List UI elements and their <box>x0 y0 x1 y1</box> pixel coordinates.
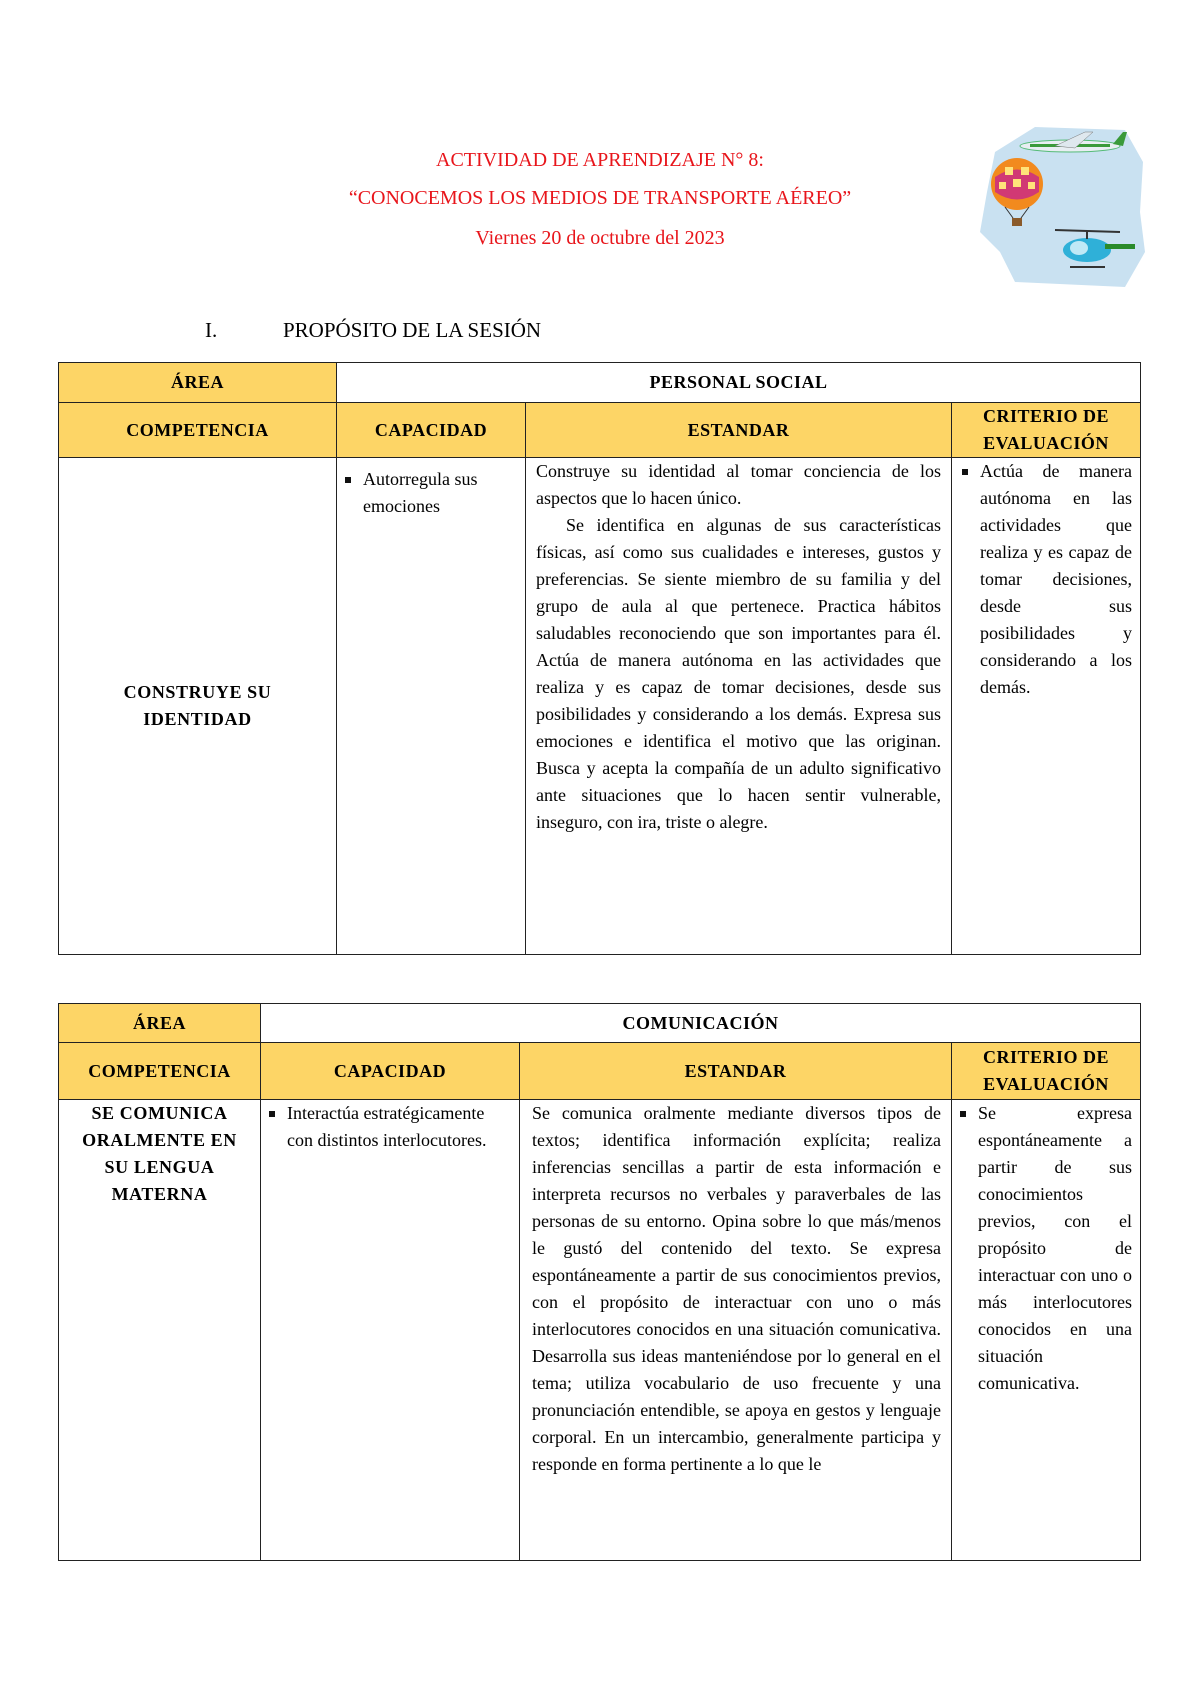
header-competencia: COMPETENCIA <box>59 1043 261 1100</box>
section-title: PROPÓSITO DE LA SESIÓN <box>283 318 542 342</box>
competencia-line1: CONSTRUYE SU <box>123 682 272 702</box>
capacidad-cell <box>337 458 526 955</box>
header-capacidad: CAPACIDAD <box>337 403 526 458</box>
activity-date: Viernes 20 de octubre del 2023 <box>475 227 725 249</box>
estandar-cell <box>526 458 952 955</box>
header-criterio-line2: EVALUACIÓN <box>983 433 1109 453</box>
criterio-cell <box>952 1100 1141 1561</box>
criterio-item: Actúa de manera autónoma en las actividades que realiza y es capaz de tomar decisiones, desde sus posibilidades y considerando a los demás. <box>958 458 1132 701</box>
activity-subtitle: “CONOCEMOS LOS MEDIOS DE TRANSPORTE AÉREO” <box>348 187 852 209</box>
header-criterio <box>952 1043 1141 1100</box>
competencia-cell <box>59 458 337 955</box>
competencia-cell: SE COMUNICA ORALMENTE EN SU LENGUA MATERNA <box>59 1100 261 1561</box>
activity-title: ACTIVIDAD DE APRENDIZAJE N° 8: <box>436 149 764 171</box>
header-criterio-line1: CRITERIO DE <box>982 1047 1110 1067</box>
area-value: PERSONAL SOCIAL <box>337 363 1141 403</box>
table-personal-social <box>58 362 1141 955</box>
criterio-cell <box>952 458 1141 955</box>
section-heading <box>205 318 541 343</box>
header-estandar: ESTANDAR <box>526 403 952 458</box>
area-value: COMUNICACIÓN <box>261 1004 1141 1043</box>
area-label: ÁREA <box>59 363 337 403</box>
header-criterio-line1: CRITERIO DE <box>983 406 1110 426</box>
criterio-item: Se expresa espontáneamente a partir de sus conocimientos previos, con el propósito de interactuar con uno o más interlocutores conocidos en una situación comunicativa. <box>956 1100 1132 1397</box>
estandar-paragraph-2: Se identifica en algunas de sus características físicas, así como sus cualidades e intereses, gustos y preferencias. Se siente miembro de su familia y del grupo de aula al que pertenece. Practica hábitos saludables reconociendo que son importantes para él. Actúa de manera autónoma en las actividades que realiza y es capaz de tomar decisiones, desde sus posibilidades y considerando a los demás. Expresa sus emociones e identifica el motivo que las originan. Busca y acepta la compañía de un adulto significativo ante situaciones que lo hacen sentir vulnerable, inseguro, con ira, triste o alegre. <box>536 515 941 832</box>
header-criterio <box>952 403 1141 458</box>
estandar-cell <box>520 1100 952 1561</box>
air-transport-illustration <box>975 122 1145 290</box>
estandar-paragraph-1: Construye su identidad al tomar conciencia de los aspectos que lo hacen único. <box>536 461 941 508</box>
header-estandar: ESTANDAR <box>520 1043 952 1100</box>
table-comunicacion <box>58 1003 1141 1561</box>
competencia-line2: IDENTIDAD <box>143 709 252 729</box>
header-criterio-line2: EVALUACIÓN <box>983 1074 1109 1094</box>
capacidad-item: Interactúa estratégicamente con distintos interlocutores. <box>265 1100 509 1154</box>
area-label: ÁREA <box>59 1004 261 1043</box>
header-competencia: COMPETENCIA <box>59 403 337 458</box>
section-number: I. <box>205 318 218 342</box>
capacidad-cell <box>261 1100 520 1561</box>
estandar-paragraph: Se comunica oralmente mediante diversos tipos de textos; identifica información explícita; realiza inferencias sencillas a partir de esta información e interpreta recursos no verbales y paraverbales de las personas de su entorno. Opina sobre lo que más/menos le gustó del contenido del texto. Se expresa espontáneamente a partir de sus conocimientos previos, con el propósito de interactuar con uno o más interlocutores conocidos en una situación comunicativa. Desarrolla sus ideas manteniéndose por lo general en el tema; utiliza vocabulario de uso frecuente y una pronunciación entendible, se apoya en gestos y lenguaje corporal. En un intercambio, generalmente participa y responde en forma pertinente a lo que le <box>532 1103 941 1474</box>
capacidad-item: Autorregula sus emociones <box>341 466 519 520</box>
header-capacidad: CAPACIDAD <box>261 1043 520 1100</box>
